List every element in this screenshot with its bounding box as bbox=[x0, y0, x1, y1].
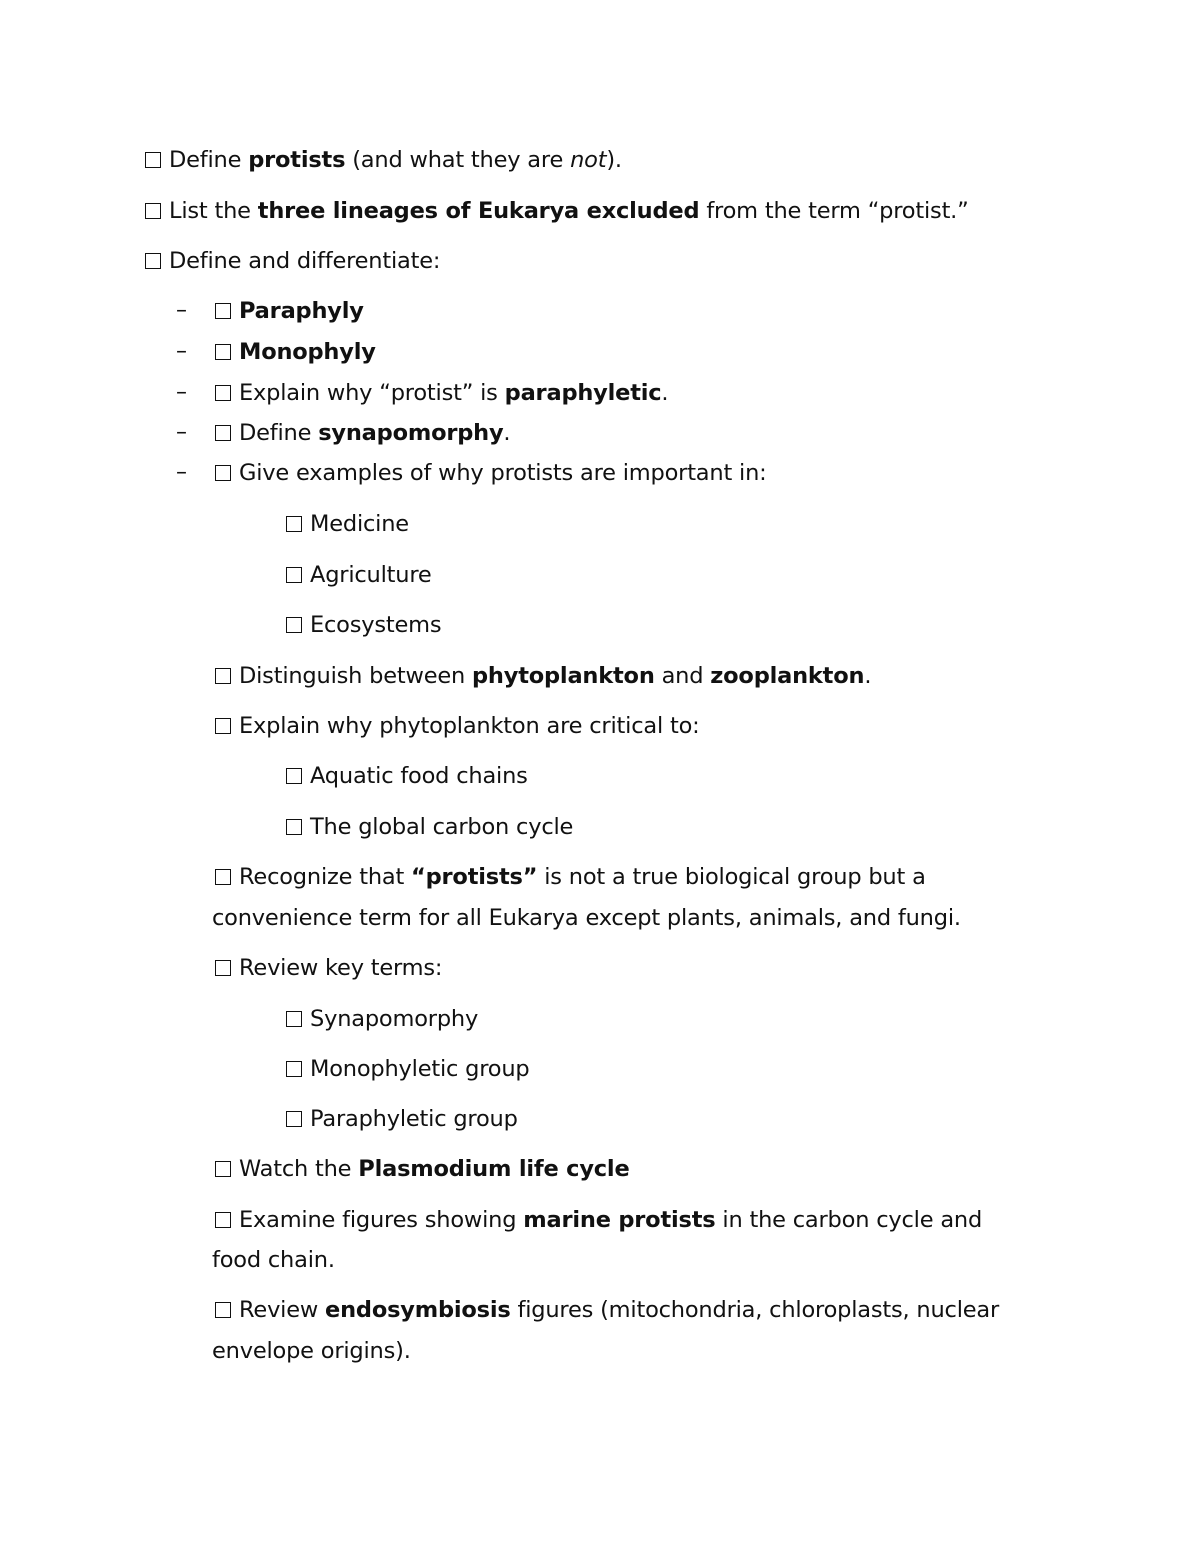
list-dash: – bbox=[176, 298, 187, 323]
checkbox[interactable] bbox=[286, 1011, 302, 1027]
item-examine-figures: Examine figures showing marine protists in the carbon cycle and bbox=[215, 1206, 982, 1234]
item-define-differentiate: Define and differentiate: bbox=[145, 247, 440, 275]
item-review-endosymbiosis: Review endosymbiosis figures (mitochondria, chloroplasts, nuclear bbox=[215, 1296, 999, 1324]
list-dash: – bbox=[176, 460, 187, 485]
critical-item: The global carbon cycle bbox=[286, 813, 573, 841]
item-distinguish-plankton: Distinguish between phytoplankton and zooplankton. bbox=[215, 662, 871, 690]
checkbox[interactable] bbox=[145, 152, 161, 168]
item-examine-continued: food chain. bbox=[212, 1247, 335, 1273]
checkbox[interactable] bbox=[286, 516, 302, 532]
checkbox[interactable] bbox=[286, 617, 302, 633]
term-item: Monophyletic group bbox=[286, 1055, 530, 1083]
sub-item-synapomorphy: Define synapomorphy. bbox=[215, 419, 510, 447]
checkbox[interactable] bbox=[215, 668, 231, 684]
critical-item: Aquatic food chains bbox=[286, 762, 528, 790]
sub-item-explain-paraphyletic: Explain why “protist” is paraphyletic. bbox=[215, 379, 668, 407]
checkbox[interactable] bbox=[145, 203, 161, 219]
sub-item-give-examples: Give examples of why protists are important in: bbox=[215, 459, 767, 487]
checkbox[interactable] bbox=[215, 960, 231, 976]
checkbox[interactable] bbox=[215, 303, 231, 319]
checkbox[interactable] bbox=[215, 465, 231, 481]
checkbox[interactable] bbox=[215, 718, 231, 734]
checkbox[interactable] bbox=[215, 385, 231, 401]
item-recognize: Recognize that “protists” is not a true biological group but a bbox=[215, 863, 926, 891]
checkbox[interactable] bbox=[215, 1212, 231, 1228]
checkbox[interactable] bbox=[215, 1302, 231, 1318]
list-dash: – bbox=[176, 380, 187, 405]
item-explain-critical: Explain why phytoplankton are critical to: bbox=[215, 712, 700, 740]
checkbox[interactable] bbox=[286, 1111, 302, 1127]
list-dash: – bbox=[176, 420, 187, 445]
checkbox[interactable] bbox=[286, 567, 302, 583]
item-endosymbiosis-continued: envelope origins). bbox=[212, 1338, 411, 1364]
checkbox[interactable] bbox=[215, 344, 231, 360]
sub-item-monophyly: Monophyly bbox=[215, 338, 376, 366]
importance-item: Medicine bbox=[286, 510, 409, 538]
importance-item: Ecosystems bbox=[286, 611, 441, 639]
checkbox[interactable] bbox=[145, 253, 161, 269]
item-review-terms: Review key terms: bbox=[215, 954, 442, 982]
sub-item-paraphyly: Paraphyly bbox=[215, 297, 364, 325]
item-three-lineages: List the three lineages of Eukarya excluded from the term “protist.” bbox=[145, 197, 969, 225]
checkbox[interactable] bbox=[286, 819, 302, 835]
checkbox[interactable] bbox=[286, 768, 302, 784]
term-item: Synapomorphy bbox=[286, 1005, 478, 1033]
item-define-protists: Define protists (and what they are not). bbox=[145, 146, 622, 174]
checkbox[interactable] bbox=[286, 1061, 302, 1077]
checkbox[interactable] bbox=[215, 869, 231, 885]
checkbox[interactable] bbox=[215, 425, 231, 441]
item-recognize-continued: convenience term for all Eukarya except plants, animals, and fungi. bbox=[212, 905, 961, 931]
term-item: Paraphyletic group bbox=[286, 1105, 518, 1133]
item-watch-plasmodium: Watch the Plasmodium life cycle bbox=[215, 1155, 630, 1183]
checkbox[interactable] bbox=[215, 1161, 231, 1177]
list-dash: – bbox=[176, 339, 187, 364]
importance-item: Agriculture bbox=[286, 561, 432, 589]
